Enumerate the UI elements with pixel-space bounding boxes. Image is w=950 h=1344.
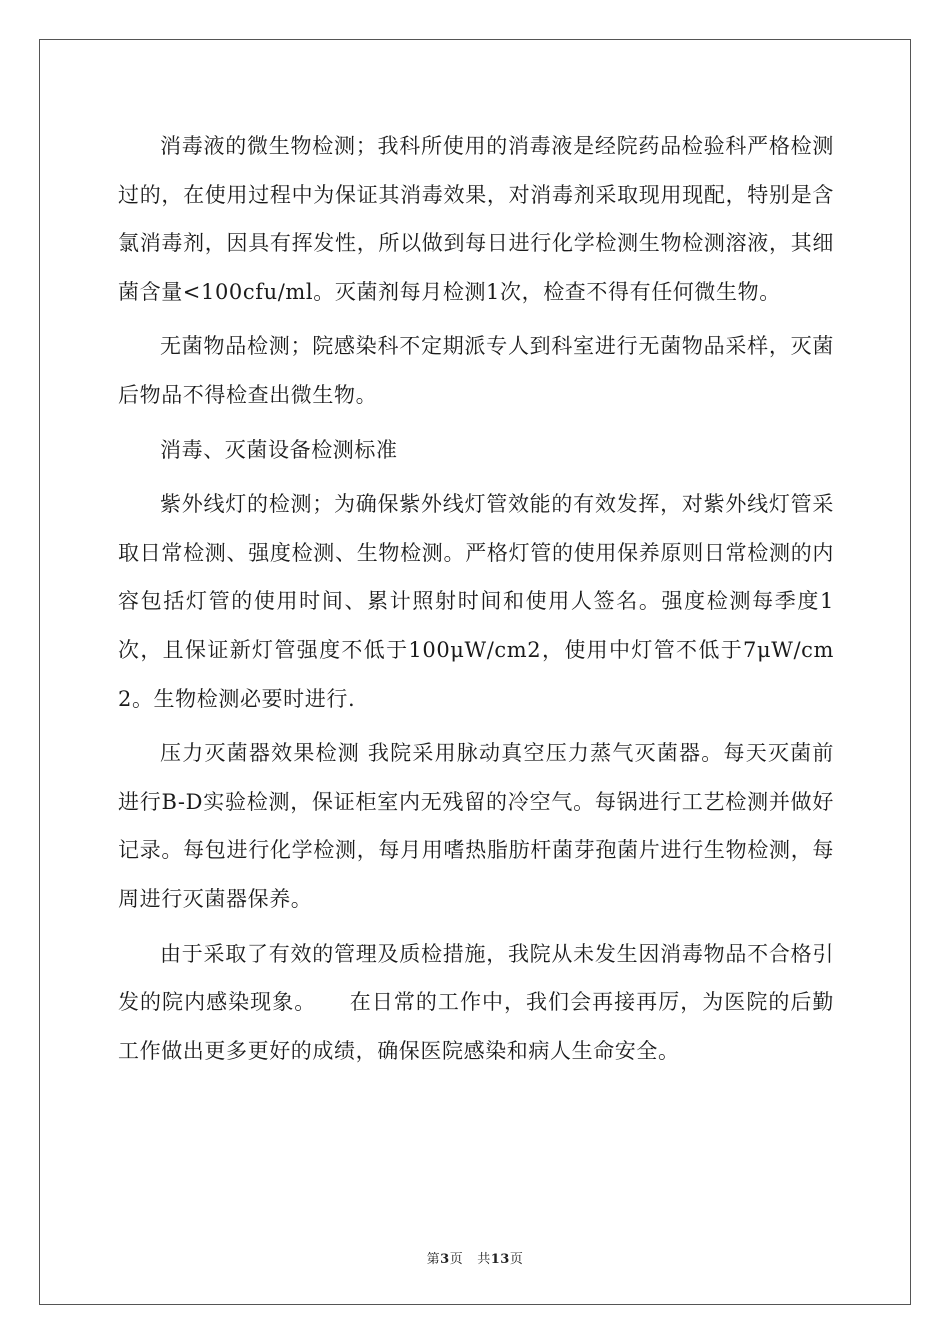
paragraph-conclusion: 由于采取了有效的管理及质检措施，我院从未发生因消毒物品不合格引发的院内感染现象。 在日常的工作中，我们会再接再厉，为医院的后勤工作做出更多更好的成绩，确保医院感染和病人生命安全。 bbox=[118, 941, 834, 1063]
page-prefix: 第 bbox=[426, 1252, 441, 1267]
page-suffix: 页 bbox=[449, 1252, 464, 1267]
section-heading-equipment-standards: 消毒、灭菌设备检测标准 bbox=[160, 437, 398, 462]
page-footer bbox=[0, 1248, 950, 1267]
paragraph-uv-lamp-testing: 紫外线灯的检测；为确保紫外线灯管效能的有效发挥，对紫外线灯管采取日常检测、强度检测、生物检测。严格灯管的使用保养原则日常检测的内容包括灯管的使用时间、累计照射时间和使用人签名。强度检测每季度1次，且保证新灯管强度不低于100μW/cm2，使用中灯管不低于7μW/cm2。生物检测必要时进行. bbox=[118, 492, 834, 711]
paragraph-sterile-items-testing: 无菌物品检测；院感染科不定期派专人到科室进行无菌物品采样，灭菌后物品不得检查出微生物。 bbox=[118, 334, 834, 407]
total-suffix: 页 bbox=[509, 1252, 524, 1267]
paragraph-pressure-sterilizer-testing: 压力灭菌器效果检测 我院采用脉动真空压力蒸气灭菌器。每天灭菌前进行B-D实验检测，保证柜室内无残留的冷空气。每锅进行工艺检测并做好记录。每包进行化学检测，每月用嗜热脂肪杆菌芽孢菌片进行生物检测，每周进行灭菌器保养。 bbox=[118, 741, 834, 911]
total-prefix: 共 bbox=[477, 1252, 491, 1267]
total-page-count: 13 bbox=[490, 1252, 510, 1267]
current-page-number: 3 bbox=[440, 1252, 450, 1267]
paragraph-disinfectant-testing: 消毒液的微生物检测；我科所使用的消毒液是经院药品检验科严格检测过的，在使用过程中为保证其消毒效果，对消毒剂采取现用现配，特别是含氯消毒剂，因具有挥发性，所以做到每日进行化学检测生物检测溶液，其细菌含量<100cfu/ml。灭菌剂每月检测1次，检查不得有任何微生物。 bbox=[118, 134, 834, 304]
document-body bbox=[118, 122, 834, 1081]
